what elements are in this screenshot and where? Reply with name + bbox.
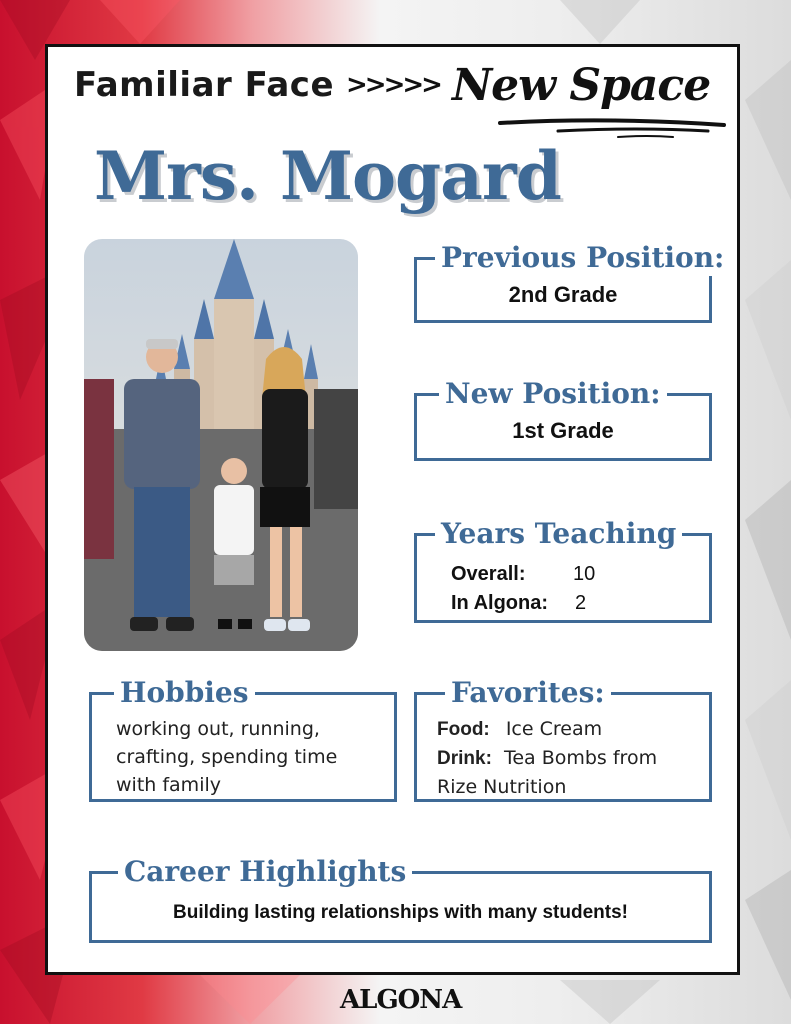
in-algona-label: In Algona: xyxy=(451,592,549,614)
favorites-label: Favorites: xyxy=(445,675,611,711)
drink-label: Drink: xyxy=(437,748,492,769)
in-algona-value: 2 xyxy=(575,592,587,614)
favorites-box xyxy=(414,676,712,802)
career-highlights-text: Building lasting relationships with many students! xyxy=(173,902,628,923)
new-space-heading: New Space xyxy=(451,59,711,111)
arrows-icon: >>>>> xyxy=(346,70,440,100)
drink-value: Tea Bombs from xyxy=(503,747,658,769)
new-position-value: 1st Grade xyxy=(512,418,614,443)
previous-position-label: Previous Position: xyxy=(435,240,730,276)
previous-position-value: 2nd Grade xyxy=(508,282,618,307)
overall-label: Overall: xyxy=(451,563,526,585)
header xyxy=(74,55,710,115)
new-position-box xyxy=(414,377,712,461)
overall-value: 10 xyxy=(573,563,596,585)
drink-value-2: Rize Nutrition xyxy=(437,776,567,798)
hobbies-line-3: with family xyxy=(116,774,221,796)
familiar-face-heading: Familiar Face xyxy=(74,65,335,105)
algona-logo: ALGONA xyxy=(340,985,462,1015)
career-highlights-box xyxy=(89,855,712,943)
previous-position-box xyxy=(414,241,725,323)
hobbies-label: Hobbies xyxy=(114,675,255,711)
years-teaching-label: Years Teaching xyxy=(435,516,682,552)
hobbies-line-1: working out, running, xyxy=(116,718,320,740)
family-photo-castle-icon xyxy=(84,239,358,651)
profile-card xyxy=(45,44,740,975)
new-position-label: New Position: xyxy=(439,376,667,412)
years-teaching-box xyxy=(414,517,712,623)
hobbies-line-2: crafting, spending time xyxy=(116,746,338,768)
family-photo xyxy=(84,239,358,651)
food-value: Ice Cream xyxy=(505,718,603,740)
food-label: Food: xyxy=(437,719,490,740)
hobbies-box xyxy=(89,676,397,802)
teacher-name: Mrs. Mogard xyxy=(94,137,561,215)
career-highlights-label: Career Highlights xyxy=(118,854,412,890)
